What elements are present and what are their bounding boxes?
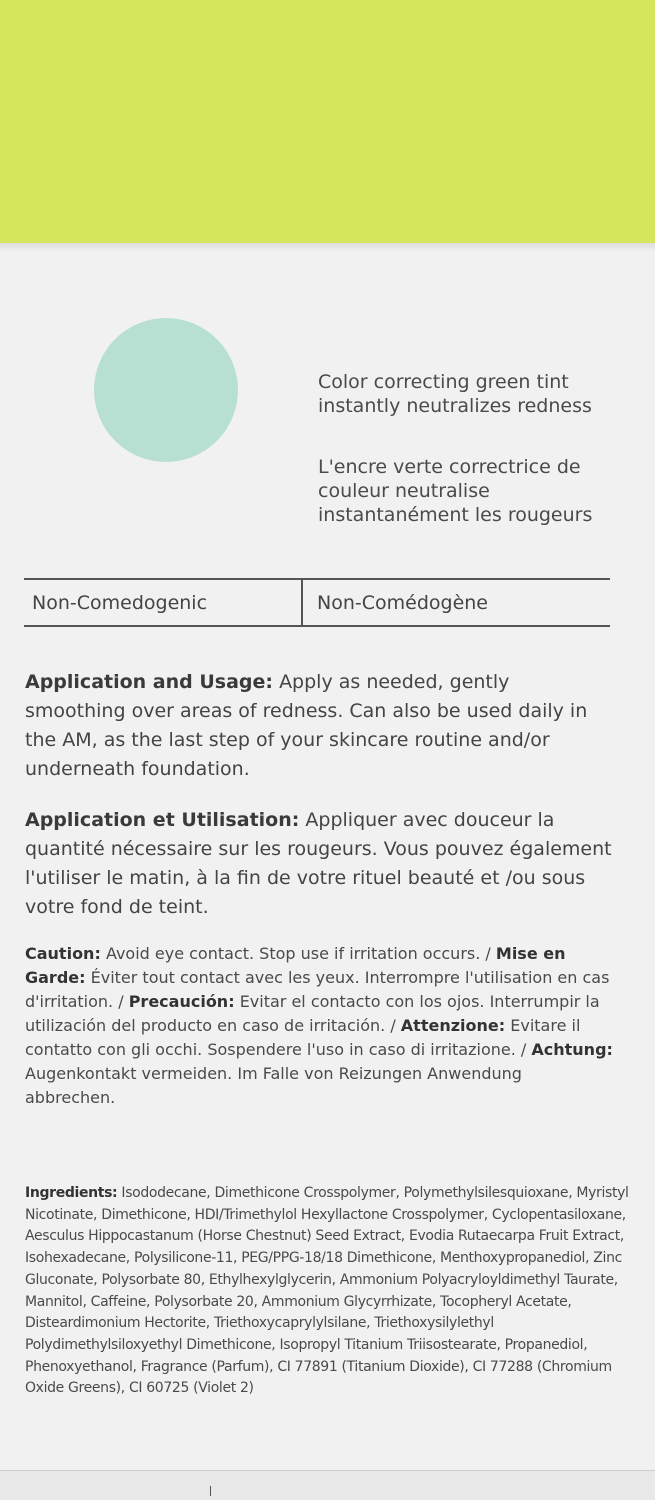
usage-french (25, 806, 615, 922)
top-color-band (0, 0, 655, 243)
achtung-text: Augenkontakt vermeiden. Im Falle von Reizungen Anwendung abbrechen. (25, 1064, 522, 1107)
claim-french: L'encre verte correctrice de couleur neutralise instantanément les rougeurs (318, 456, 593, 526)
bottom-edge-strip (0, 1471, 655, 1500)
ingredients-text: Isododecane, Dimethicone Crosspolymer, Polymethylsilesquioxane, Myristyl Nicotinate, Dimethicone, HDI/Trimethylol Hexyllactone Crosspolymer, Cyclopentasiloxane, Aesculus Hippocastanum (Horse Chestnut) Seed Extract, Evodia Rutaecarpa Fruit Extract, Isohexadecane, Polysilicone-11, PEG/PPG-18/18 Dimethicone, Menthoxypropanediol, Zinc Gluconate, Polysorbate 80, Ethylhexylglycerin, Ammonium Polyacryloyldimethyl Taurate, Mannitol, Caffeine, Polysorbate 20, Ammonium Glycyrrhizate, Tocopheryl Acetate, Disteardimonium Hectorite, Triethoxycaprylylsilane, Triethoxysilylethyl Polydimethylsiloxyethyl Dimethicone, Isopropyl Titanium Triisostearate, Propanediol, Phenoxyethanol, Fragrance (Parfum), CI 77891 (Titanium Dioxide), CI 77288 (Chromium Oxide Greens), CI 60725 (Violet 2) (25, 1185, 629, 1397)
band-shadow (0, 243, 655, 251)
attenzione-text: Evitare il contatto con gli occhi. Sospendere l'uso in caso di irritazione. / (25, 1016, 581, 1059)
achtung-label: Achtung: (531, 1040, 613, 1059)
usage-english-label: Application and Usage: (25, 671, 274, 693)
caution-text: Avoid eye contact. Stop use if irritation occurs. / (105, 944, 491, 963)
usage-french-label: Application et Utilisation: (25, 809, 300, 831)
non-comedogenic-band (24, 578, 610, 627)
mise-en-garde-label: Mise en Garde: (25, 944, 566, 987)
mise-en-garde-text: Éviter tout contact avec les yeux. Interrompre l'utilisation en cas d'irritation. / (25, 968, 610, 1011)
attenzione-label: Attenzione: (400, 1016, 506, 1035)
precaucion-label: Precaución: (128, 992, 235, 1011)
caution-warnings (25, 942, 617, 1110)
fold-mark (210, 1486, 211, 1496)
non-comedogenic-french: Non-Comédogène (317, 592, 488, 614)
usage-english-text: Apply as needed, gently smoothing over areas of redness. Can also be used daily in the AM, as the last step of your skincare routine and/or underneath foundation. (25, 671, 588, 780)
precaucion-text: Evitar el contacto con los ojos. Interrumpir la utilización del producto en caso de irritación. / (25, 992, 600, 1035)
usage-english (25, 668, 615, 784)
ingredients-label: Ingredients: (25, 1185, 118, 1201)
non-comedogenic-english: Non-Comedogenic (32, 592, 208, 614)
ingredients-list (25, 1183, 637, 1400)
usage-french-text: Appliquer avec douceur la quantité nécessaire sur les rougeurs. Vous pouvez également l'utiliser le matin, à la fin de votre rituel beauté et /ou sous votre fond de teint. (25, 809, 612, 918)
claim-english: Color correcting green tint instantly neutralizes redness (318, 371, 592, 417)
band-divider (301, 580, 303, 625)
caution-label: Caution: (25, 944, 101, 963)
green-tint-swatch (94, 318, 238, 462)
